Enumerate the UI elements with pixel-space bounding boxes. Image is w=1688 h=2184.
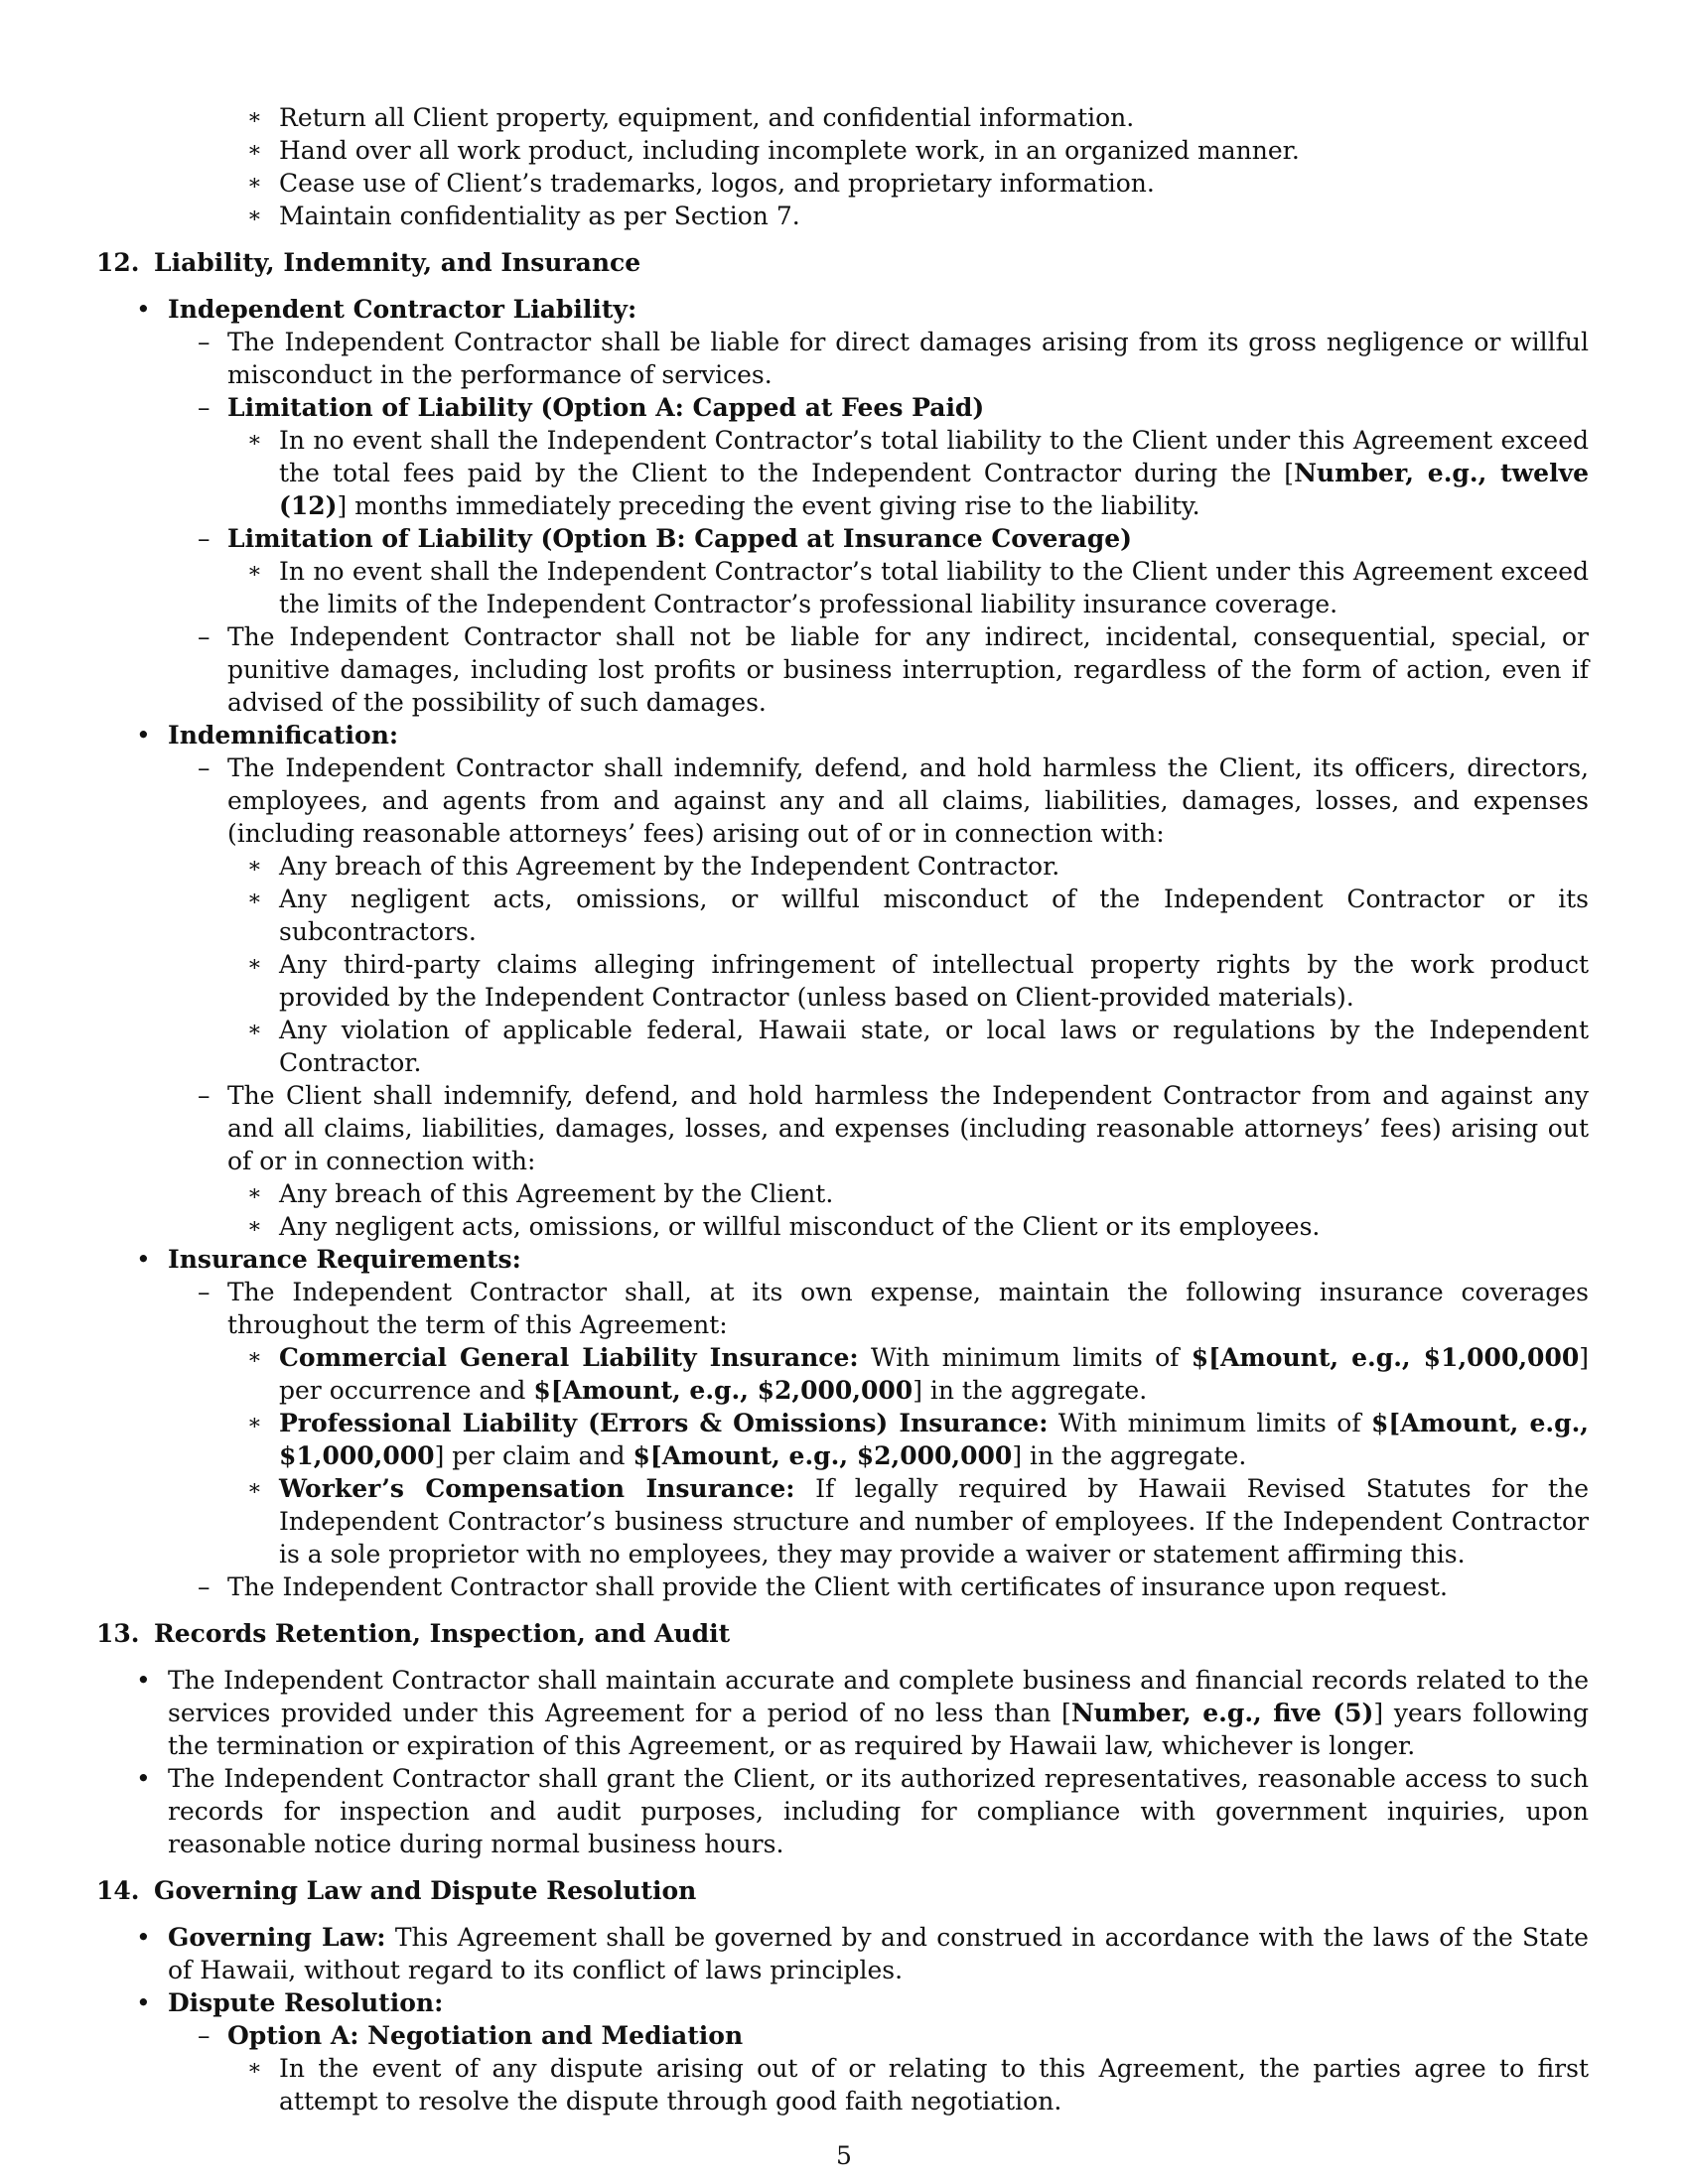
list-item: – Limitation of Liability (Option A: Capped at Fees Paid) — [198, 393, 985, 422]
list-item: ∗ Any negligent acts, omissions, or willful misconduct of the Client or its employees. — [247, 1212, 1321, 1241]
list-item: – The Independent Contractor shall provide the Client with certificates of insurance upon request. — [198, 1572, 1448, 1601]
page-content — [96, 101, 1589, 2117]
list-item: • The Independent Contractor shall maintain accurate and complete business and financial records related to the services provided under this Agreement for a period of no less than [Number, e.g., five (5)] years following the termination or expiration of this Agreement, or as required by Hawaii law, whichever is longer. — [136, 1666, 1589, 1760]
list-item: ∗ Cease use of Client’s trademarks, logos, and proprietary information. — [247, 169, 1155, 198]
list-item: ∗ Any breach of this Agreement by the Client. — [247, 1179, 834, 1208]
list-item: ∗ In no event shall the Independent Contractor’s total liability to the Client under this Agreement exceed the limits of the Independent Contractor’s professional liability insurance coverage. — [247, 557, 1589, 618]
list-item: • Insurance Requirements: — [136, 1245, 521, 1274]
list-item: ∗ Any violation of applicable federal, Hawaii state, or local laws or regulations by the Independent Contractor. — [247, 1016, 1589, 1077]
list-item: – The Independent Contractor shall indemnify, defend, and hold harmless the Client, its officers, directors, employees, and agents from and against any and all claims, liabilities, damages, losses, and expenses (including reasonable attorneys’ fees) arising out of or in connection with: — [198, 753, 1589, 848]
list-item: ∗ Any negligent acts, omissions, or willful misconduct of the Independent Contractor or its subcontractors. — [247, 885, 1589, 946]
list-item: • Indemnification: — [136, 721, 399, 750]
list-item: – Limitation of Liability (Option B: Capped at Insurance Coverage) — [198, 524, 1132, 553]
list-item: ∗ Commercial General Liability Insurance: With minimum limits of $[Amount, e.g., $1,000,000] per occurrence and $[Amount, e.g., $2,000,000] in the aggregate. — [247, 1343, 1589, 1405]
page-number: 5 — [836, 2141, 852, 2170]
section-heading-14: 14. Governing Law and Dispute Resolution — [96, 1876, 697, 1905]
list-item: ∗ Maintain confidentiality as per Section 7. — [247, 202, 800, 230]
section-heading-12: 12. Liability, Indemnity, and Insurance — [96, 248, 641, 277]
list-item: – The Independent Contractor shall, at its own expense, maintain the following insurance coverages throughout the term of this Agreement: — [198, 1278, 1589, 1339]
list-item: ∗ Worker’s Compensation Insurance: If legally required by Hawaii Revised Statutes for the Independent Contractor’s business structure and number of employees. If the Independent Contractor is a sole proprietor with no employees, they may provide a waiver or statement affirming this. — [247, 1474, 1589, 1569]
list-item: – Option A: Negotiation and Mediation — [198, 2021, 744, 2050]
list-item: – The Client shall indemnify, defend, and hold harmless the Independent Contractor from and against any and all claims, liabilities, damages, losses, and expenses (including reasonable attorneys’ fees) arising out of or in connection with: — [198, 1081, 1589, 1175]
list-item: ∗ Any third-party claims alleging infringement of intellectual property rights by the work product provided by the Independent Contractor (unless based on Client-provided materials). — [247, 950, 1589, 1012]
list-item: • Governing Law: This Agreement shall be governed by and construed in accordance with the laws of the State of Hawaii, without regard to its conflict of laws principles. — [136, 1923, 1589, 1984]
list-item: ∗ Any breach of this Agreement by the Independent Contractor. — [247, 852, 1060, 881]
list-item: ∗ Return all Client property, equipment, and confidential information. — [247, 103, 1135, 132]
list-item: • The Independent Contractor shall grant the Client, or its authorized representatives, reasonable access to such records for inspection and audit purposes, including for compliance with government inquiries, upon reasonable notice during normal business hours. — [136, 1764, 1589, 1858]
list-item: ∗ Hand over all work product, including incomplete work, in an organized manner. — [247, 136, 1300, 165]
list-item: ∗ Professional Liability (Errors & Omissions) Insurance: With minimum limits of $[Amount, e.g., $1,000,000] per claim and $[Amount, e.g., $2,000,000] in the aggregate. — [247, 1409, 1589, 1470]
section-heading-13: 13. Records Retention, Inspection, and Audit — [96, 1619, 731, 1648]
list-item: • Dispute Resolution: — [136, 1988, 444, 2017]
list-item: – The Independent Contractor shall not be liable for any indirect, incidental, consequential, special, or punitive damages, including lost profits or business interruption, regardless of the form of action, even if advised of the possibility of such damages. — [198, 622, 1589, 717]
list-item: • Independent Contractor Liability: — [136, 295, 637, 324]
list-item: – The Independent Contractor shall be liable for direct damages arising from its gross negligence or willful misconduct in the performance of services. — [198, 328, 1589, 389]
list-item: ∗ In no event shall the Independent Contractor’s total liability to the Client under this Agreement exceed the total fees paid by the Client to the Independent Contractor during the [Number, e.g., twelve (12)] months immediately preceding the event giving rise to the liability. — [247, 426, 1590, 520]
list-item: ∗ In the event of any dispute arising out of or relating to this Agreement, the parties agree to first attempt to resolve the dispute through good faith negotiation. — [247, 2054, 1589, 2116]
